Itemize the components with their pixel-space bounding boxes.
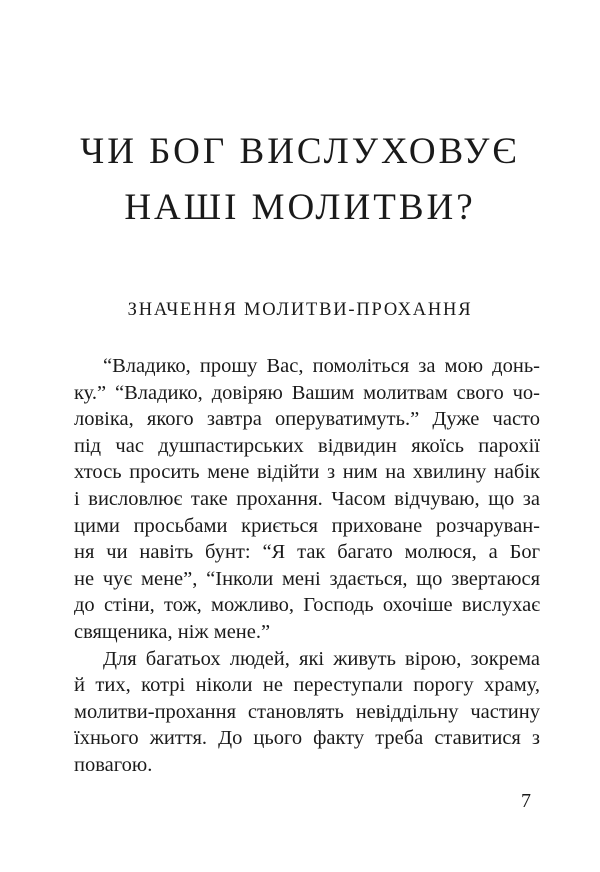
- text-line: ловіка, якого завтра оперуватимуть.” Дуже часто: [74, 408, 540, 431]
- text-line: Для багатьох людей, які живуть вірою, зокрема: [103, 647, 540, 670]
- chapter-title-line-1: ЧИ БОГ ВИСЛУХОВУЄ: [80, 131, 520, 172]
- body-text: [74, 353, 540, 779]
- page-number: 7: [521, 790, 531, 812]
- paragraph-1: [74, 353, 540, 646]
- text-line: “Владико, прошу Вас, помоліться за мою донь-: [103, 355, 540, 377]
- text-line: хтось просить мене відійти з ним на хвилину набік: [74, 461, 540, 484]
- text-line: молитви-прохання становлять невіддільну частину: [74, 700, 540, 723]
- paragraph-2: [74, 646, 540, 779]
- chapter-title-line-2: НАШІ МОЛИТВИ?: [124, 187, 476, 228]
- text-line: повагою.: [74, 753, 153, 776]
- text-line: і висловлює таке прохання. Часом відчуваю, що за: [74, 487, 540, 510]
- text-line: цими просьбами криється приховане розчаруван-: [74, 514, 540, 537]
- text-line: до стіни, тож, можливо, Господь охочіше вислухає: [74, 594, 540, 617]
- text-line: священика, ніж мене.”: [74, 620, 271, 643]
- text-line: не чує мене”, “Інколи мені здається, що звертаюся: [74, 567, 540, 590]
- text-line: їхнього життя. До цього факту треба ставитися з: [74, 727, 540, 750]
- text-line: й тих, котрі ніколи не переступали порогу храму,: [74, 674, 540, 697]
- text-line: ня чи навіть бунт: “Я так багато молюся, а Бог: [74, 541, 540, 564]
- section-subtitle: ЗНАЧЕННЯ МОЛИТВИ-ПРОХАННЯ: [127, 300, 473, 320]
- text-line: ку.” “Владико, довіряю Вашим молитвам свого чо-: [74, 381, 540, 404]
- text-line: під час душпастирських відвидин якоїсь парохії: [74, 434, 540, 457]
